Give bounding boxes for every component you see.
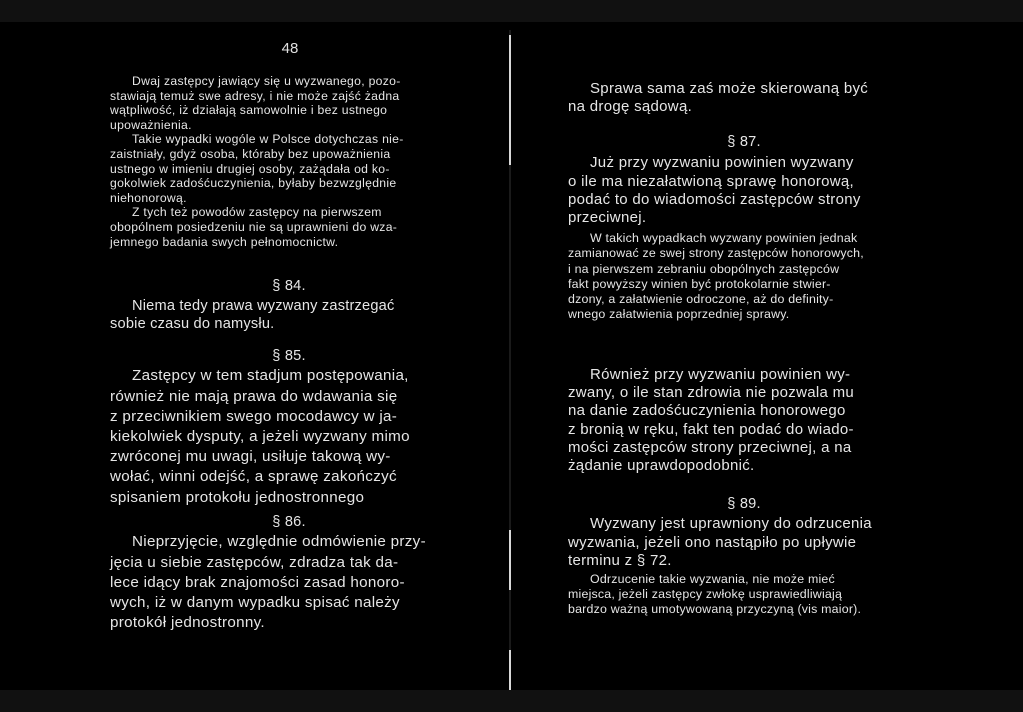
page-number: 48 bbox=[281, 40, 299, 57]
intro-paragraph-1: Dwaj zastępcy jawiący się u wyzwanego, pozo- stawiają temuż swe adresy, i nie może zajść żadna wątpliwość, iż działają samowolnie i bez ustnego upoważnienia. bbox=[110, 74, 401, 132]
section-85-heading: § 85. bbox=[272, 348, 306, 364]
section-87-heading: § 87. bbox=[727, 134, 761, 150]
gutter-mark bbox=[509, 35, 511, 165]
book-gutter bbox=[509, 30, 511, 680]
section-84-text: Niema tedy prawa wyzwany zastrzegać sobie czasu do namysłu. bbox=[110, 298, 395, 332]
section-89-heading: § 89. bbox=[727, 496, 761, 512]
section-85 bbox=[110, 348, 458, 508]
section-87-note: W takich wypadkach wyzwany powinien jednak zamianować ze swej strony zastępców honorowych, i na pierwszem zebraniu obopólnych zastępców fakt powyższy winien być protokolarnie stwier- dzony, a załatwienie odroczone, aż do definity- wnego załatwienia poprzedniej sprawy. bbox=[568, 231, 864, 322]
section-85-text: Zastępcy w tem stadjum postępowania, również nie mają prawa do wdawania się z przeciwnikiem swego mocodawcy w ja- kiekolwiek dysputy, a jeżeli wyzwany mimo zwróconej mu uwagi, usiłuje takową wy- wołać, winni odejść, a sprawę zakończyć spisaniem protokołu jednostronnego bbox=[110, 367, 410, 506]
intro-paragraph-2: Takie wypadki wogóle w Polsce dotychczas nie- zaistniały, gdyż osoba, któraby bez upoważnienia ustnego w imieniu drugiej osoby, zażądała od ko- gokolwiek zadośćuczynienia, byłaby bezwzględnie niehonorową. bbox=[110, 132, 404, 205]
section-86 bbox=[110, 514, 458, 633]
bottom-edge bbox=[0, 690, 1023, 712]
intro-paragraph-3: Z tych też powodów zastępcy na pierwszem obopólnem posiedzeniu nie są uprawnieni do wza- jemnego badania swych pełnomocnictw. bbox=[110, 205, 398, 249]
section-87 bbox=[568, 134, 928, 322]
intro-block bbox=[110, 74, 458, 249]
section-89-note: Odrzucenie takie wyzwania, nie może mieć miejsca, jeżeli zastępcy zwłokę usprawiedliwiają bardzo ważną umotywowaną przyczyną (vis maior). bbox=[568, 572, 862, 617]
top-edge bbox=[0, 0, 1023, 22]
section-84 bbox=[110, 278, 458, 333]
section-86-text: Nieprzyjęcie, względnie odmówienie przy- jęcia u siebie zastępców, zdradza tak da- lece idący brak znajomości zasad honoro- wych, iż w danym wypadku spisać należy protokół jednostronny. bbox=[110, 533, 426, 632]
section-88-text: Również przy wyzwaniu powinien wy- zwany, o ile stan zdrowia nie pozwala mu na danie zadośćuczynienia honorowego z bronią w ręku, fakt ten podać do wiado- mości zastępców strony przeciwnej, a na żądanie uprawdopodobnić. bbox=[568, 366, 855, 475]
right-intro-text: Sprawa sama zaś może skierowaną być na drogę sądową. bbox=[568, 80, 869, 116]
section-86-heading: § 86. bbox=[272, 514, 306, 530]
section-89-text: Wyzwany jest uprawniony do odrzucenia wyzwania, jeżeli ono nastąpiło po upływie terminu z § 72. bbox=[568, 515, 872, 569]
section-84-heading: § 84. bbox=[272, 278, 306, 294]
gutter-mark bbox=[509, 530, 511, 590]
section-87-text: Już przy wyzwaniu powinien wyzwany o ile ma niezałatwioną sprawę honorową, podać to do wiadomości zastępców strony przeciwnej. bbox=[568, 154, 861, 227]
section-89 bbox=[568, 496, 928, 618]
right-intro bbox=[568, 80, 928, 116]
section-88 bbox=[568, 366, 928, 475]
